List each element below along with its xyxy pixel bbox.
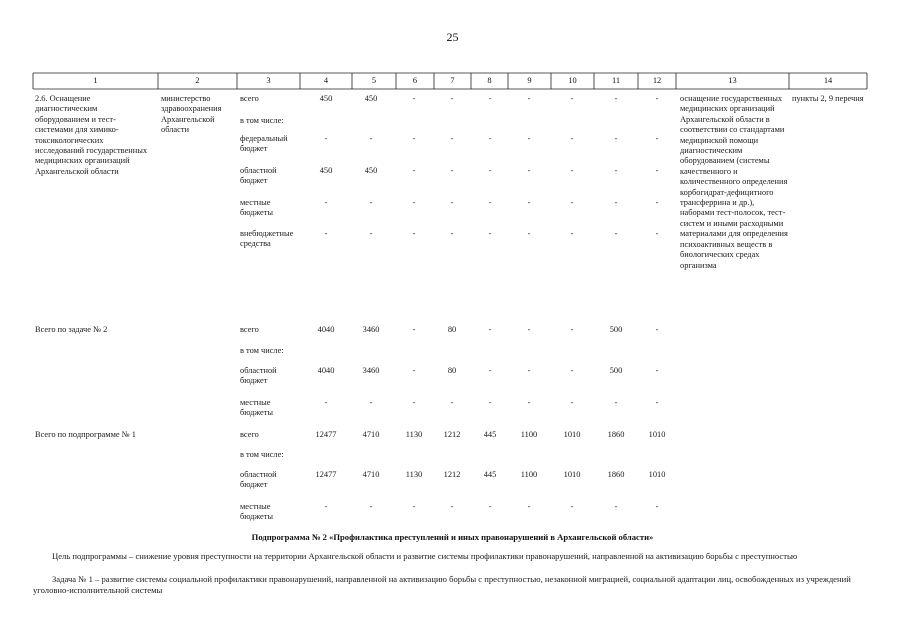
row3-cell-2-6: 1010	[563, 470, 581, 479]
row3-cell-2-3: 1212	[443, 470, 461, 479]
row2-cell-0-3: 80	[447, 325, 457, 334]
header-col-14: 14	[823, 76, 833, 85]
row1-cell-3-5: -	[527, 166, 531, 175]
row2-label-0: всего	[240, 325, 259, 334]
row3-cell-3-0: -	[324, 502, 328, 511]
row3-cell-0-5: 1100	[520, 430, 538, 439]
row1-cell-5-1: -	[369, 229, 373, 238]
row1-cell-5-6: -	[570, 229, 574, 238]
row2-cell-3-3: -	[450, 398, 454, 407]
header-col-2: 2	[195, 76, 200, 85]
header-col-13: 13	[728, 76, 737, 85]
row1-cell-0-2: -	[412, 94, 416, 103]
row2-cell-3-8: -	[655, 398, 659, 407]
row2-label-2: областной бюджет	[240, 366, 277, 386]
row3-cell-3-8: -	[655, 502, 659, 511]
row3-cell-2-7: 1860	[607, 470, 625, 479]
row2-cell-0-8: -	[655, 325, 659, 334]
row3-cell-2-1: 4710	[362, 470, 380, 479]
row1-cell-0-0: 450	[319, 94, 333, 103]
row2-cell-3-6: -	[570, 398, 574, 407]
row1-cell-4-3: -	[450, 198, 454, 207]
row3-label-2: областной бюджет	[240, 470, 277, 490]
subprogram-title: Подпрограмма № 2 «Профилактика преступлений и иных правонарушений в Архангельской области»	[251, 532, 654, 542]
row1-cell-3-3: -	[450, 166, 454, 175]
row3-cell-3-7: -	[614, 502, 618, 511]
row2-cell-3-5: -	[527, 398, 531, 407]
row3-cell-3-1: -	[369, 502, 373, 511]
row1-cell-5-4: -	[488, 229, 492, 238]
row3-label-3: местные бюджеты	[240, 502, 274, 522]
row1-ref: пункты 2, 9 перечня	[792, 94, 864, 103]
row1-cell-2-3: -	[450, 134, 454, 143]
row1-cell-4-8: -	[655, 198, 659, 207]
header-col-9: 9	[527, 76, 532, 85]
row1-cell-4-0: -	[324, 198, 328, 207]
row3-cell-2-8: 1010	[648, 470, 666, 479]
row1-cell-4-2: -	[412, 198, 416, 207]
subprogram-task: Задача № 1 – развитие системы социальной профилактики правонарушений, направленной на активизацию борьбы с преступностью, незаконной миграцией, социальной адаптации лиц, освобожденных из учреждений уголовно-исполнительной системы	[33, 574, 851, 595]
row1-cell-2-2: -	[412, 134, 416, 143]
header-col-6: 6	[412, 76, 418, 85]
row1-cell-2-4: -	[488, 134, 492, 143]
header-col-1: 1	[93, 76, 98, 85]
row1-cell-0-8: -	[655, 94, 659, 103]
row1-label-3: областной бюджет	[240, 166, 277, 186]
row3-cell-0-0: 12477	[315, 430, 337, 439]
header-col-3: 3	[266, 76, 271, 85]
page-number: 25	[446, 30, 459, 44]
row2-cell-2-4: -	[488, 366, 492, 375]
row3-cell-0-2: 1130	[405, 430, 423, 439]
row1-cell-5-0: -	[324, 229, 328, 238]
row3-cell-0-1: 4710	[362, 430, 380, 439]
row2-cell-0-2: -	[412, 325, 416, 334]
row3-cell-3-4: -	[488, 502, 492, 511]
row1-cell-4-5: -	[527, 198, 531, 207]
row1-label-4: местные бюджеты	[240, 198, 274, 218]
row1-cell-5-8: -	[655, 229, 659, 238]
row1-label-2: федеральный бюджет	[240, 134, 288, 154]
row2-cell-3-4: -	[488, 398, 492, 407]
row2-name: Всего по задаче № 2	[35, 325, 108, 334]
row2-cell-3-7: -	[614, 398, 618, 407]
row1-cell-3-6: -	[570, 166, 574, 175]
row2-cell-2-6: -	[570, 366, 574, 375]
row1-cell-5-7: -	[614, 229, 618, 238]
header-col-5: 5	[371, 76, 377, 85]
header-col-8: 8	[487, 76, 492, 85]
row2-cell-0-7: 500	[609, 325, 623, 334]
row1-cell-3-8: -	[655, 166, 659, 175]
row3-cell-0-6: 1010	[563, 430, 581, 439]
row1-cell-2-5: -	[527, 134, 531, 143]
row1-cell-5-2: -	[412, 229, 416, 238]
header-col-4: 4	[323, 76, 329, 85]
row3-cell-3-3: -	[450, 502, 454, 511]
header-col-7: 7	[450, 76, 455, 85]
row1-cell-0-6: -	[570, 94, 574, 103]
row2-cell-2-5: -	[527, 366, 531, 375]
row2-cell-3-0: -	[324, 398, 328, 407]
row2-cell-2-2: -	[412, 366, 416, 375]
row3-cell-2-2: 1130	[405, 470, 423, 479]
row3-cell-2-0: 12477	[315, 470, 337, 479]
row3-cell-3-6: -	[570, 502, 574, 511]
row2-cell-0-6: -	[570, 325, 574, 334]
row1-cell-3-4: -	[488, 166, 492, 175]
row1-cell-4-7: -	[614, 198, 618, 207]
row1-goal: оснащение государственных медицинских организаций Архангельской области в соответствии со стандартами медицинской помощи диагностическим оборудованием (системы качественного и количественного определения корбогидрат-дефицитного трансферрина и др.), наборами тест-полосок, тест-систем и иными расходными материалами для определения психоактивных веществ в биологических средах организма	[680, 94, 788, 270]
header-col-12: 12	[652, 76, 662, 85]
row1-cell-5-5: -	[527, 229, 531, 238]
row3-cell-3-2: -	[412, 502, 416, 511]
row1-label-1: в том числе:	[240, 116, 284, 125]
row3-label-1: в том числе:	[240, 450, 284, 459]
row3-cell-0-4: 445	[483, 430, 497, 439]
row1-cell-2-8: -	[655, 134, 659, 143]
subprogram-goal: Цель подпрограммы – снижение уровня преступности на территории Архангельской области и развитие системы профилактики правонарушений, направленной на активизацию борьбы с преступностью	[52, 551, 798, 561]
row2-cell-0-5: -	[527, 325, 531, 334]
row3-cell-0-3: 1212	[443, 430, 461, 439]
row3-cell-2-4: 445	[483, 470, 497, 479]
row3-name: Всего по подпрограмме № 1	[35, 430, 136, 439]
row3-cell-3-5: -	[527, 502, 531, 511]
header-col-11: 11	[611, 76, 621, 85]
row1-cell-0-1: 450	[364, 94, 378, 103]
row2-cell-2-0: 4040	[317, 366, 335, 375]
row1-cell-5-3: -	[450, 229, 454, 238]
row1-label-0: всего	[240, 94, 259, 103]
row1-cell-4-6: -	[570, 198, 574, 207]
row1-cell-3-0: 450	[319, 166, 333, 175]
row2-cell-2-1: 3460	[362, 366, 380, 375]
row2-cell-2-7: 500	[609, 366, 623, 375]
row2-cell-3-1: -	[369, 398, 373, 407]
row2-cell-2-3: 80	[447, 366, 457, 375]
row2-cell-0-1: 3460	[362, 325, 380, 334]
row1-cell-0-7: -	[614, 94, 618, 103]
row1-name: 2.6. Оснащение диагностическим оборудованием и тест-системами для химико-токсикологических исследований государственных медицинских организаций Архангельской области	[35, 94, 148, 176]
row1-cell-4-4: -	[488, 198, 492, 207]
row1-cell-2-0: -	[324, 134, 328, 143]
row2-cell-3-2: -	[412, 398, 416, 407]
row2-cell-0-0: 4040	[317, 325, 335, 334]
row1-cell-2-6: -	[570, 134, 574, 143]
row1-cell-2-7: -	[614, 134, 618, 143]
row3-cell-0-8: 1010	[648, 430, 666, 439]
row1-cell-0-4: -	[488, 94, 492, 103]
row1-label-5: внебюджетные средства	[240, 229, 294, 249]
row3-label-0: всего	[240, 430, 259, 439]
row2-cell-0-4: -	[488, 325, 492, 334]
row1-executor: министерство здравоохранения Архангельской области	[161, 94, 222, 135]
row2-label-3: местные бюджеты	[240, 398, 274, 418]
header-col-10: 10	[568, 76, 577, 85]
row1-cell-4-1: -	[369, 198, 373, 207]
row1-cell-0-3: -	[450, 94, 454, 103]
row1-cell-3-2: -	[412, 166, 416, 175]
row3-cell-0-7: 1860	[607, 430, 625, 439]
row1-cell-2-1: -	[369, 134, 373, 143]
row1-cell-3-1: 450	[364, 166, 378, 175]
row3-cell-2-5: 1100	[520, 470, 538, 479]
row1-cell-3-7: -	[614, 166, 618, 175]
row2-label-1: в том числе:	[240, 346, 284, 355]
row2-cell-2-8: -	[655, 366, 659, 375]
row1-cell-0-5: -	[527, 94, 531, 103]
